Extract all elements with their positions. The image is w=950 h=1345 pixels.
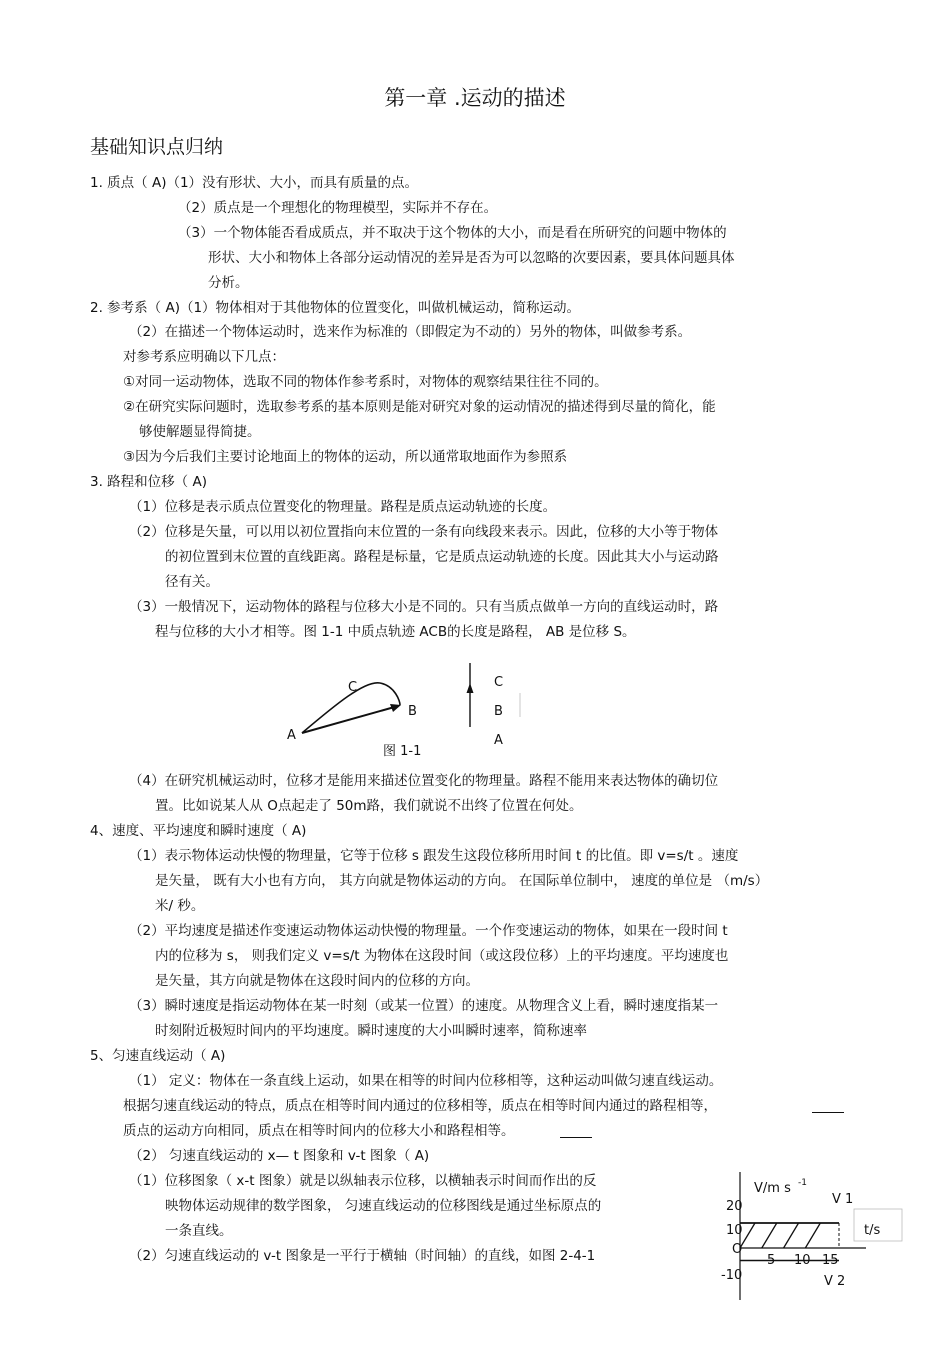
chapter-title: 第一章 .运动的描述 [384,86,566,110]
figure-caption: 图 1-1 [383,744,422,759]
text-line: （1） 定义：物体在一条直线上运动，如果在相等的时间内位移相等，这种运动叫做匀速直线运动。 [129,1073,723,1089]
origin-label: O [732,1242,743,1257]
text-line: 程与位移的大小才相等。图 1-1 中质点轨迹 ACB的长度是路程， AB 是位移 S。 [155,624,636,640]
text-line: ②在研究实际问题时，选取参考系的基本原则是能对研究对象的运动情况的描述得到尽量的简化，能 [123,399,716,415]
v2-label: V 2 [824,1274,846,1289]
y-axis-label: V/m s [754,1181,791,1196]
text-line: 内的位移为 s， 则我们定义 v=s/t 为物体在这段时间（或这段位移）上的平均速度。平均速度也 [155,948,729,964]
x-tick-label: 5 [767,1253,776,1268]
text-line: 3. 路程和位移（ A) [90,474,207,490]
vt-graph [716,1170,908,1305]
text-line: 2. 参考系（ A)（1）物体相对于其他物体的位置变化，叫做机械运动，简称运动。 [90,300,581,316]
text-line: 够使解题显得简捷。 [139,424,261,440]
point-c-label: C [348,680,358,695]
point-a-label: A [287,728,296,743]
x-tick-label: 10 [794,1253,811,1268]
y-tick-label: 20 [726,1199,743,1214]
text-line: （2）在描述一个物体运动时，选来作为标准的（即假定为不动的）另外的物体，叫做参考系。 [129,324,692,340]
hatch-line [805,1223,820,1248]
text-line: （1）位移是表示质点位置变化的物理量。路程是质点运动轨迹的长度。 [129,499,557,515]
text-line: 一条直线。 [165,1223,233,1239]
text-line: 的初位置到末位置的直线距离。路程是标量，它是质点运动轨迹的长度。因此其大小与运动路 [165,549,719,565]
text-line: 是矢量，其方向就是物体在这段时间内的位移的方向。 [155,973,479,989]
text-line: 形状、大小和物体上各部分运动情况的差异是否为可以忽略的次要因素，要具体问题具体 [208,250,735,266]
right-point-b-label: B [494,704,503,719]
text-line: 时刻附近极短时间内的平均速度。瞬时速度的大小叫瞬时速率，简称速率 [155,1023,587,1039]
x-axis-label: t/s [864,1223,881,1238]
text-line: 5、匀速直线运动（ A) [90,1048,226,1064]
text-line: ①对同一运动物体，选取不同的物体作参考系时，对物体的观察结果往往不同的。 [123,374,608,390]
right-point-a-label: A [494,733,503,748]
text-line: （2） 匀速直线运动的 x— t 图象和 v-t 图象（ A) [129,1148,430,1164]
text-line: 质点的运动方向相同，质点在相等时间内的位移大小和路程相等。 [123,1123,515,1139]
figure-1-1 [280,655,540,765]
text-line: （2）平均速度是描述作变速运动物体运动快慢的物理量。一个作变速运动的物体，如果在一段时间 t [129,923,728,939]
y-tick-label: 10 [726,1223,743,1238]
text-line: （2）位移是矢量，可以用以初位置指向末位置的一条有向线段来表示。因此，位移的大小等于物体 [129,524,719,540]
hatch-line [762,1223,777,1248]
text-line: （1）表示物体运动快慢的物理量，它等于位移 s 跟发生这段位移所用时间 t 的比值。即 v=s/t 。速度 [129,848,739,864]
text-line: 是矢量， 既有大小也有方向， 其方向就是物体运动的方向。 在国际单位制中， 速度的单位是 （m/s） [155,873,769,889]
text-line: （4）在研究机械运动时，位移才是能用来描述位置变化的物理量。路程不能用来表达物体的确切位 [129,773,719,789]
x-tick-label: 15 [822,1253,839,1268]
text-line: 对参考系应明确以下几点： [123,349,285,365]
text-line: （3）一个物体能否看成质点，并不取决于这个物体的大小，而是看在所研究的问题中物体的 [178,225,727,241]
text-line: 根据匀速直线运动的特点，质点在相等时间内通过的位移相等，质点在相等时间内通过的路程相等， [123,1098,717,1114]
right-point-c-label: C [494,675,504,690]
point-b-label: B [408,704,417,719]
text-line: 分析。 [208,275,249,291]
text-line: 4、速度、平均速度和瞬时速度（ A) [90,823,307,839]
text-line: 米/ 秒。 [155,898,205,914]
text-line: ③因为今后我们主要讨论地面上的物体的运动，所以通常取地面作为参照系 [123,449,568,465]
text-line: （1）位移图象（ x-t 图象）就是以纵轴表示位移，以横轴表示时间而作出的反 [129,1173,597,1189]
v1-label: V 1 [832,1192,854,1207]
text-line: （2）匀速直线运动的 v-t 图象是一平行于横轴（时间轴）的直线，如图 2-4-1 [129,1248,596,1264]
hatch-line [784,1223,799,1248]
text-line: （2）质点是一个理想化的物理模型，实际并不存在。 [178,200,498,216]
text-line: 1. 质点（ A)（1）没有形状、大小，而具有质量的点。 [90,175,419,191]
text-line: 径有关。 [165,574,219,590]
text-line: 置。比如说某人从 O点起走了 50m路，我们就说不出终了位置在何处。 [155,798,583,814]
text-line: （3）瞬时速度是指运动物体在某一时刻（或某一位置）的速度。从物理含义上看，瞬时速度指某一 [129,998,719,1014]
y-axis-unit-exponent: -1 [798,1178,807,1188]
y-tick-label: -10 [721,1268,743,1283]
text-line: （3）一般情况下，运动物体的路程与位移大小是不同的。只有当质点做单一方向的直线运动时，路 [129,599,719,615]
section-heading: 基础知识点归纳 [90,136,224,158]
text-line: 映物体运动规律的数学图象， 匀速直线运动的位移图线是通过坐标原点的 [165,1198,602,1214]
